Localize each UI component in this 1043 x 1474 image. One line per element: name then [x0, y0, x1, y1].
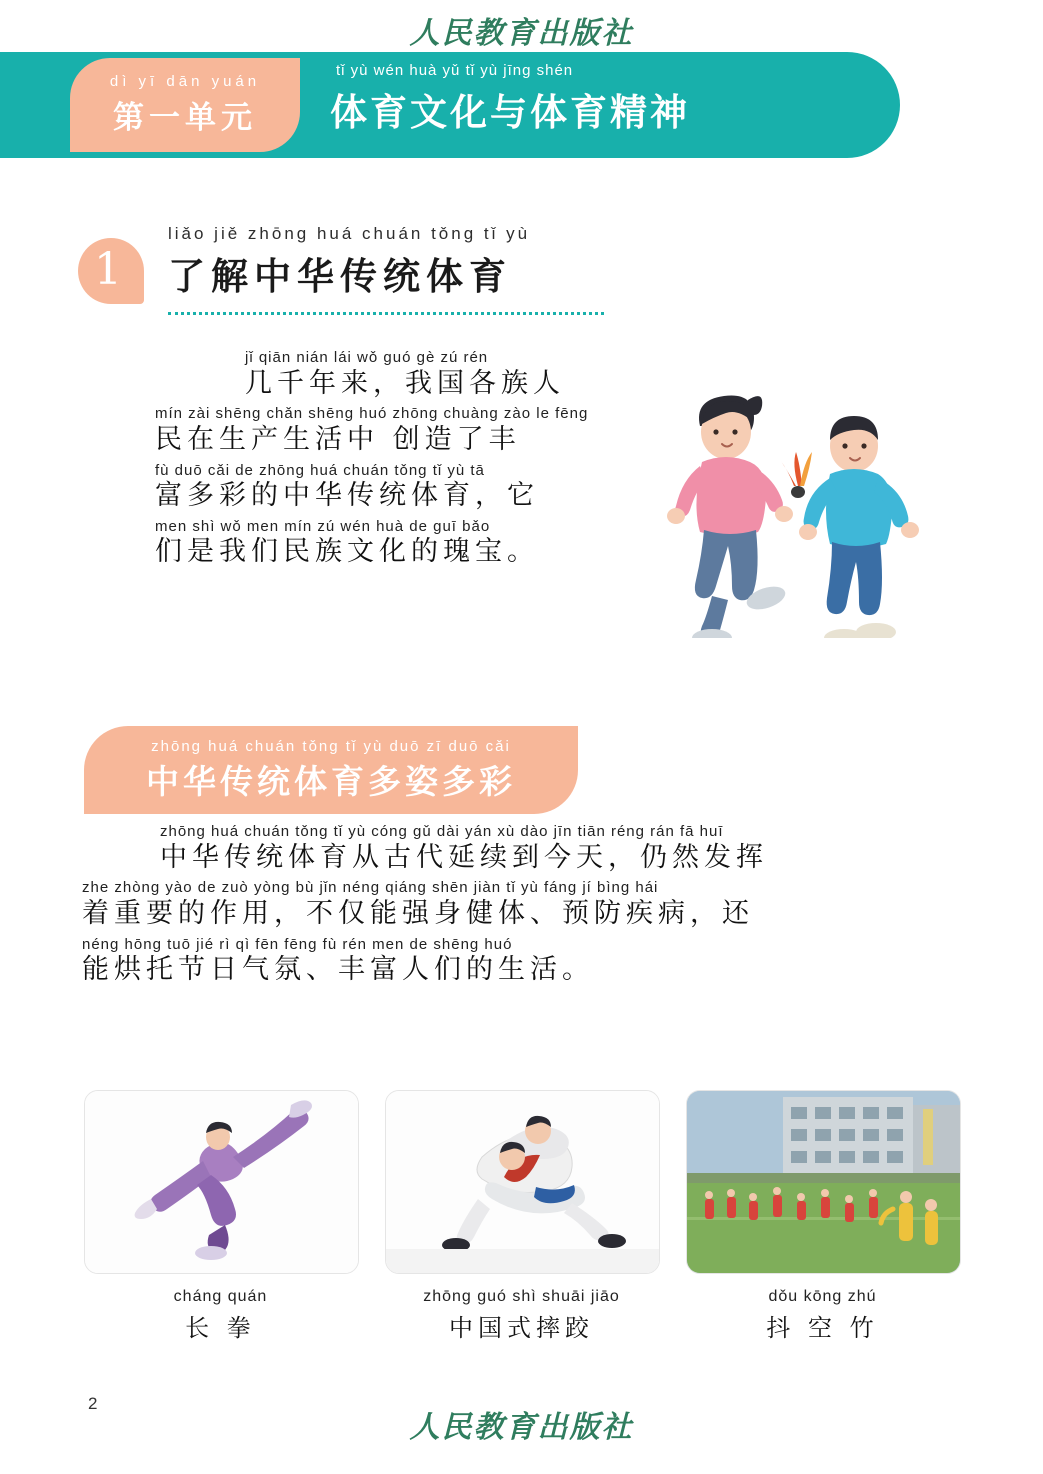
page-number: 2	[88, 1394, 98, 1413]
wushu-changquan-photo	[84, 1090, 359, 1274]
paragraph-one	[155, 350, 605, 575]
diabolo-photo	[686, 1090, 961, 1274]
sub-banner-text: 中华传统体育多姿多彩	[146, 762, 516, 800]
caption-pinyin: zhōng guó shì shuāi jiāo	[423, 1288, 620, 1305]
unit-chip-text: 第一单元	[113, 100, 257, 135]
caption-hanzi: 长 拳	[185, 1314, 256, 1342]
sub-banner-pinyin: zhōng huá chuán tǒng tǐ yù duō zī duō cǎi	[151, 737, 511, 755]
line-pinyin: fù duō cǎi de zhōng huá chuán tǒng tǐ yù tā	[155, 461, 485, 479]
unit-title-text: 体育文化与体育精神	[330, 92, 690, 133]
photo-card	[84, 1090, 357, 1343]
section-heading-title: 了解中华传统体育	[168, 254, 512, 298]
text-line	[82, 824, 962, 874]
text-line	[155, 406, 605, 456]
publisher-logo-top: 人民教育出版社	[409, 16, 634, 51]
sub-section-banner	[84, 726, 578, 814]
jianzi-shuttlecock-icon	[780, 452, 812, 498]
unit-chip-pinyin: dì yī dān yuán	[109, 73, 261, 90]
photo-caption	[686, 1288, 959, 1343]
line-hanzi: 富多彩的中华传统体育，它	[155, 480, 539, 511]
caption-pinyin: cháng quán	[173, 1288, 268, 1305]
caption-hanzi: 中国式摔跤	[449, 1314, 594, 1342]
line-pinyin: men shì wǒ men mín zú wén huà de guī bǎo	[155, 517, 491, 535]
line-pinyin: mín zài shēng chǎn shēng huó zhōng chuàng zào le fēng	[155, 405, 589, 423]
photo-caption	[385, 1288, 658, 1343]
section-number-text: 1	[94, 244, 122, 295]
line-hanzi: 民在生产生活中 创造了丰	[155, 423, 521, 455]
line-pinyin: néng hōng tuō jié rì qì fēn fēng fù rén men de shēng huó	[82, 935, 513, 953]
text-line	[155, 519, 605, 569]
school-building	[783, 1097, 960, 1179]
unit-chip	[70, 58, 300, 152]
unit-title-pinyin: tǐ yù wén huà yǔ tǐ yù jīng shén	[336, 62, 574, 79]
section-heading	[168, 224, 530, 300]
line-hanzi: 们是我们民族文化的瑰宝。	[155, 536, 539, 568]
publisher-logo-bottom: 人民教育出版社	[409, 1410, 634, 1445]
chinese-wrestling-photo	[385, 1090, 660, 1274]
text-line	[155, 463, 605, 513]
line-hanzi: 中华传统体育从古代延续到今天，仍然发挥	[160, 841, 768, 873]
boy-figure	[799, 416, 919, 638]
paragraph-two	[82, 824, 962, 993]
photo-caption	[84, 1288, 357, 1343]
caption-hanzi: 抖 空 竹	[766, 1314, 879, 1342]
text-line	[155, 350, 605, 400]
photo-row	[84, 1090, 964, 1343]
section-number-badge	[78, 238, 150, 310]
line-hanzi: 着重要的作用，不仅能强身健体、预防疾病，还	[82, 897, 754, 929]
line-hanzi: 能烘托节日气氛、丰富人们的生活。	[82, 954, 594, 985]
photo-card	[686, 1090, 959, 1343]
section-heading-pinyin: liǎo jiě zhōng huá chuán tǒng tǐ yù	[168, 224, 531, 243]
line-pinyin: jǐ qiān nián lái wǒ guó gè zú rén	[245, 349, 489, 366]
line-pinyin: zhōng huá chuán tǒng tǐ yù cóng gǔ dài yán xù dào jīn tiān réng rán fā huī	[160, 823, 724, 840]
caption-pinyin: dǒu kōng zhú	[768, 1288, 877, 1305]
girl-figure	[667, 395, 793, 638]
text-line	[82, 937, 962, 987]
text-line	[82, 880, 962, 930]
line-hanzi: 几千年来，我国各族人	[245, 367, 565, 399]
children-playing-jianzi-illustration	[640, 366, 930, 638]
unit-title	[330, 62, 690, 136]
photo-card	[385, 1090, 658, 1343]
section-divider	[168, 312, 604, 315]
line-pinyin: zhe zhòng yào de zuò yòng bù jǐn néng qiáng shēn jiàn tǐ yù fáng jí bìng hái	[82, 879, 659, 897]
